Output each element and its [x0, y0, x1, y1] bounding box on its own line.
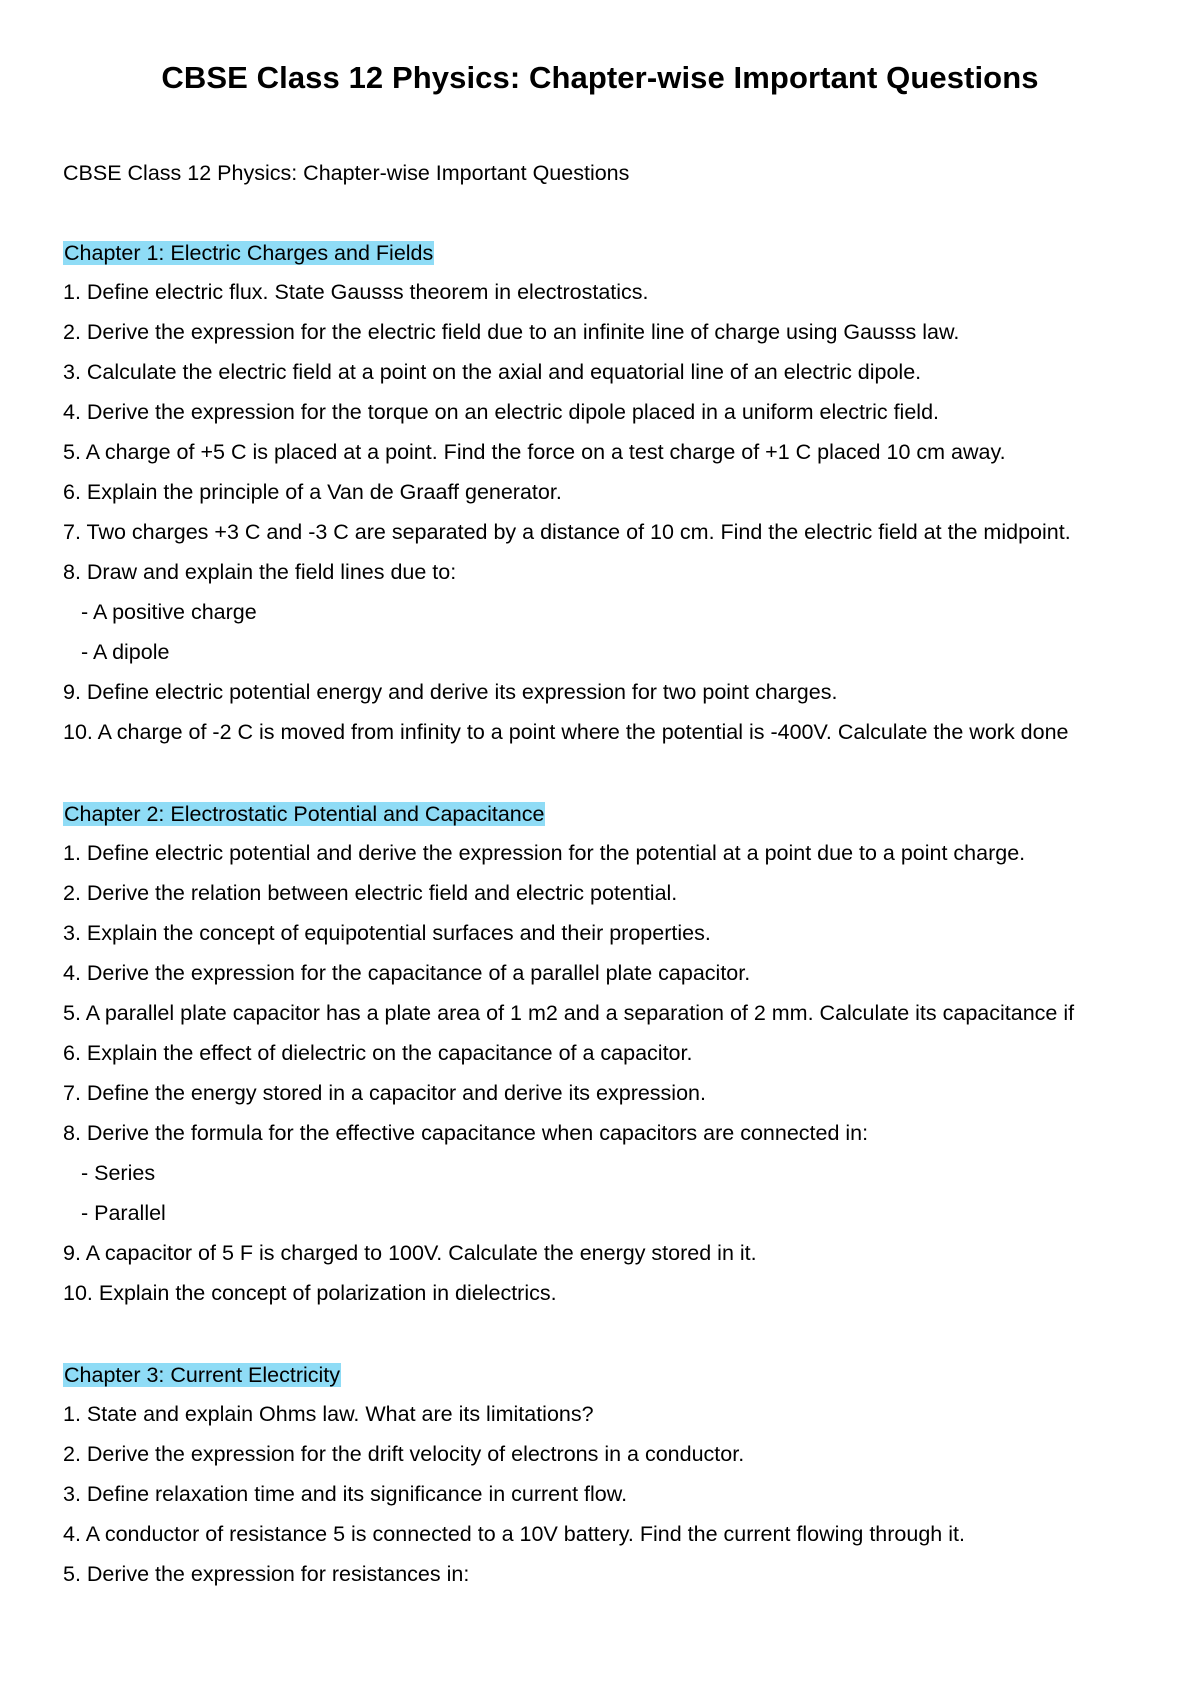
chapter-1-question-6: 6. Explain the principle of a Van de Graaff generator. [63, 480, 562, 504]
chapter-heading-highlight: Chapter 3: Current Electricity [64, 1363, 341, 1387]
chapter-1-subitem-1: - A positive charge [81, 600, 257, 624]
chapter-2-question-7: 7. Define the energy stored in a capacitor and derive its expression. [63, 1081, 706, 1105]
chapter-3-heading [63, 1362, 341, 1389]
chapter-1-question-2: 2. Derive the expression for the electric field due to an infinite line of charge using Gausss law. [63, 320, 960, 344]
chapter-1-question-10: 10. A charge of -2 C is moved from infinity to a point where the potential is -400V. Calculate the work done [63, 720, 1069, 744]
chapter-3-question-4: 4. A conductor of resistance 5 is connected to a 10V battery. Find the current flowing through it. [63, 1522, 965, 1546]
chapter-1-subitem-2: - A dipole [81, 640, 170, 664]
chapter-2-question-4: 4. Derive the expression for the capacitance of a parallel plate capacitor. [63, 961, 751, 985]
chapter-2-question-10: 10. Explain the concept of polarization in dielectrics. [63, 1281, 557, 1305]
chapter-2-question-3: 3. Explain the concept of equipotential surfaces and their properties. [63, 921, 711, 945]
chapter-1-question-8: 8. Draw and explain the field lines due to: [63, 560, 457, 584]
chapter-3-question-5: 5. Derive the expression for resistances in: [63, 1562, 470, 1586]
chapter-heading-highlight: Chapter 2: Electrostatic Potential and Capacitance [64, 802, 545, 826]
chapter-2-subitem-2: - Parallel [81, 1201, 166, 1225]
chapter-3-question-1: 1. State and explain Ohms law. What are its limitations? [63, 1402, 594, 1426]
chapter-2-subitem-1: - Series [81, 1161, 156, 1185]
chapter-heading-highlight: Chapter 1: Electric Charges and Fields [64, 241, 434, 265]
chapter-2-heading [63, 801, 545, 828]
chapter-1-heading [63, 240, 434, 267]
page-title: CBSE Class 12 Physics: Chapter-wise Important Questions [161, 60, 1039, 95]
chapter-1-question-9: 9. Define electric potential energy and derive its expression for two point charges. [63, 680, 838, 704]
chapter-2-question-5: 5. A parallel plate capacitor has a plate area of 1 m2 and a separation of 2 mm. Calculate its capacitance if [63, 1001, 1075, 1025]
chapter-1-question-4: 4. Derive the expression for the torque on an electric dipole placed in a uniform electric field. [63, 400, 939, 424]
chapter-3-question-3: 3. Define relaxation time and its significance in current flow. [63, 1482, 628, 1506]
chapter-2-question-8: 8. Derive the formula for the effective capacitance when capacitors are connected in: [63, 1121, 869, 1145]
chapter-3-question-2: 2. Derive the expression for the drift velocity of electrons in a conductor. [63, 1442, 745, 1466]
chapter-2-question-2: 2. Derive the relation between electric field and electric potential. [63, 881, 678, 905]
chapter-1-question-5: 5. A charge of +5 C is placed at a point. Find the force on a test charge of +1 C placed 10 cm away. [63, 440, 1006, 464]
chapter-2-question-9: 9. A capacitor of 5 F is charged to 100V. Calculate the energy stored in it. [63, 1241, 757, 1265]
document-subtitle: CBSE Class 12 Physics: Chapter-wise Important Questions [63, 161, 630, 185]
chapter-2-question-6: 6. Explain the effect of dielectric on the capacitance of a capacitor. [63, 1041, 693, 1065]
chapter-1-question-1: 1. Define electric flux. State Gausss theorem in electrostatics. [63, 280, 649, 304]
chapter-1-question-7: 7. Two charges +3 C and -3 C are separated by a distance of 10 cm. Find the electric field at the midpoint. [63, 520, 1071, 544]
chapter-2-question-1: 1. Define electric potential and derive the expression for the potential at a point due to a point charge. [63, 841, 1026, 865]
chapter-1-question-3: 3. Calculate the electric field at a point on the axial and equatorial line of an electric dipole. [63, 360, 922, 384]
